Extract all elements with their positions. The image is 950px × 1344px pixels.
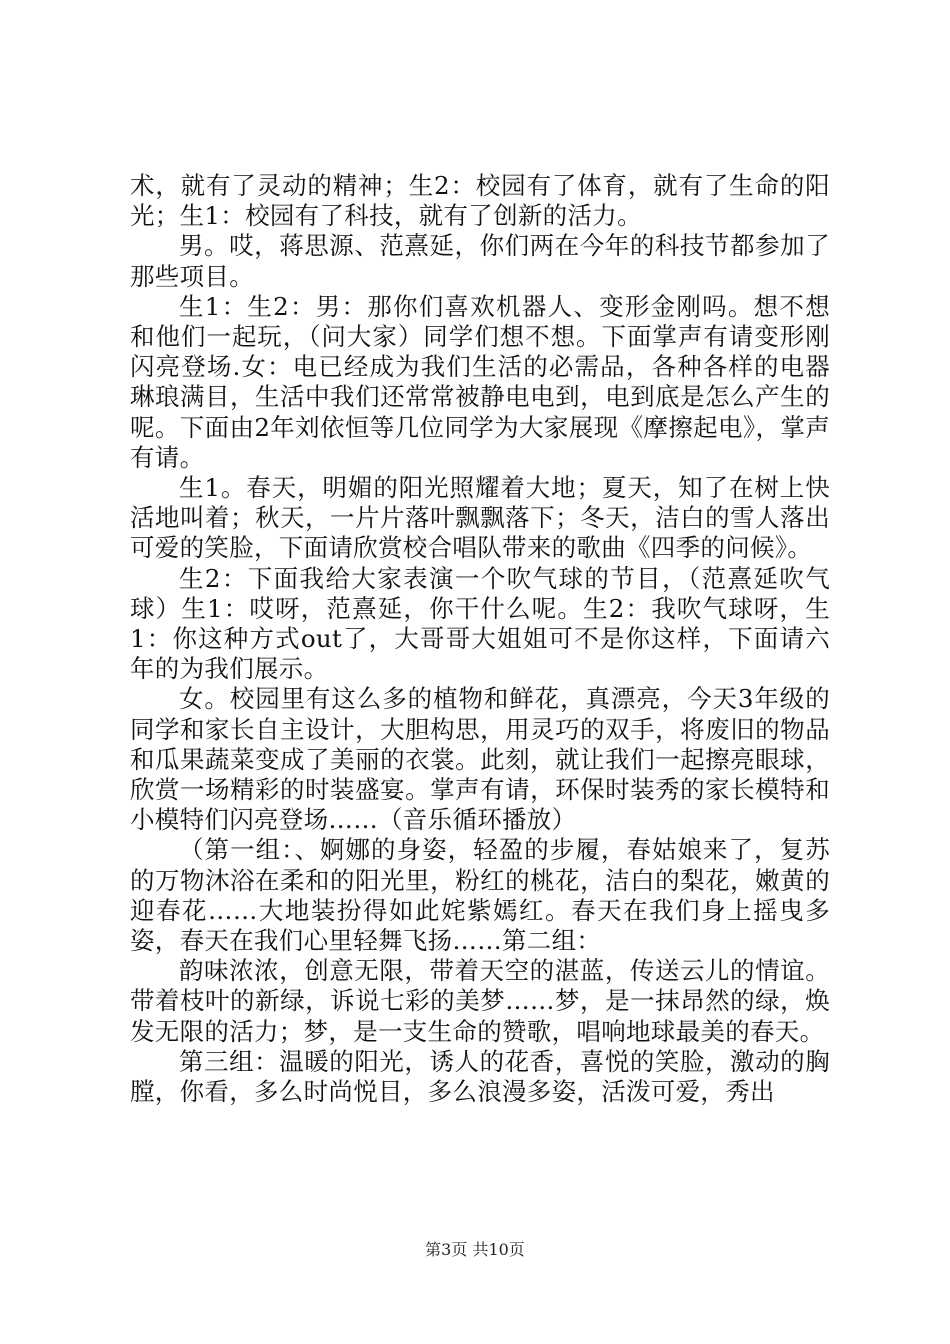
page-number-footer: 第3页 共10页 [425,1240,525,1259]
paragraph-7: （第一组：、婀娜的身姿，轻盈的步履，春姑娘来了，复苏的万物沐浴在柔和的阳光里，粉红的桃花，洁白的梨花，嫩黄的迎春花……大地装扮得如此姹紫嫣红。春天在我们身上摇曳多姿，春天在我们心里轻舞飞扬……第二组： [130,835,830,956]
paragraph-9: 第三组：温暖的阳光，诱人的花香，喜悦的笑脸，激动的胸膛，你看，多么时尚悦目，多么浪漫多姿，活泼可爱，秀出 [130,1046,830,1107]
paragraph-1: 术，就有了灵动的精神；生2：校园有了体育，就有了生命的阳光；生1：校园有了科技，就有了创新的活力。 [130,171,830,231]
paragraph-8: 韵味浓浓，创意无限，带着天空的湛蓝，传送云儿的情谊。带着枝叶的新绿，诉说七彩的美梦……梦，是一抹昂然的绿，焕发无限的活力；梦，是一支生命的赞歌，唱响地球最美的春天。 [130,956,830,1046]
paragraph-3: 生1：生2：男：那你们喜欢机器人、变形金刚吗。想不想和他们一起玩，（问大家）同学们想不想。下面掌声有请变形刚闪亮登场.女：电已经成为我们生活的必需品，各种各样的电器琳琅满目，生活中我们还常常被静电电到，电到底是怎么产生的呢。下面由2年刘依恒等几位同学为大家展现《摩擦起电》，掌声有请。 [130,291,830,472]
paragraph-2: 男。哎，蒋思源、范熹延，你们两在今年的科技节都参加了那些项目。 [130,231,830,291]
paragraph-4: 生1。春天，明媚的阳光照耀着大地；夏天，知了在树上快活地叫着；秋天，一片片落叶飘飘落下；冬天，洁白的雪人落出可爱的笑脸，下面请欣赏校合唱队带来的歌曲《四季的问候》。 [130,473,830,563]
document-body [130,171,830,1107]
paragraph-5: 生2：下面我给大家表演一个吹气球的节目，（范熹延吹气球）生1：哎呀，范熹延，你干什么呢。生2：我吹气球呀，生1：你这种方式out了，大哥哥大姐姐可不是你这样，下面请六年的为我们展示。 [130,563,830,684]
paragraph-6: 女。校园里有这么多的植物和鲜花，真漂亮，今天3年级的同学和家长自主设计，大胆构思，用灵巧的双手，将废旧的物品和瓜果蔬菜变成了美丽的衣裳。此刻，就让我们一起擦亮眼球，欣赏一场精彩的时装盛宴。掌声有请，环保时装秀的家长模特和小模特们闪亮登场……（音乐循环播放） [130,684,830,835]
